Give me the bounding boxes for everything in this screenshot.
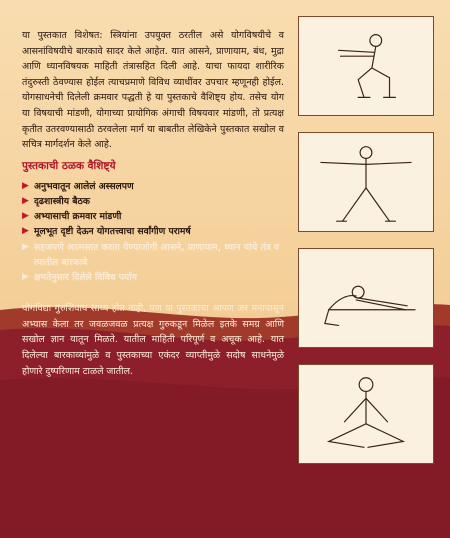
squat-pose-figure bbox=[298, 16, 434, 116]
features-heading: पुस्तकाची ठळक वैशिष्ट्ये bbox=[22, 159, 116, 172]
squat-pose-icon bbox=[299, 17, 433, 115]
feature-item: ▶ अभ्यासाची क्रमवार मांडणी bbox=[22, 209, 284, 224]
star-pose-icon bbox=[299, 133, 433, 231]
seated-pose-icon bbox=[299, 365, 433, 463]
feature-item: ▶ क्षमतेनुसार दिलेले विविध पर्याय bbox=[22, 270, 284, 285]
forward-bend-figure bbox=[298, 248, 434, 348]
forward-bend-icon bbox=[299, 249, 433, 347]
triangle-bullet-icon: ▶ bbox=[22, 211, 29, 222]
triangle-bullet-icon: ▶ bbox=[22, 195, 29, 206]
feature-item: ▶ दृढशास्त्रीय बैठक bbox=[22, 194, 284, 209]
text-column bbox=[22, 16, 284, 534]
intro-paragraph: या पुस्तकात विशेषत: स्त्रियांना उपयुक्त ठरतील असे योगविषयीचे व आसनांविषयीचे बारकावे सादर केले आहेत. यात आसने, प्राणायाम, बंध, मुद्रा आणि ध्यानविषयक माहिती तंत्रासहित दिली आहे. याचा फायदा शारीरिक तंदुरुस्ती ठेवण्यास होईल त्याचप्रमाणे विविध व्याधींवर उपचार म्हणूनही होईल. योगसाधनेची दिलेली क्रमवार पद्धती हे या पुस्तकाचे वैशिष्ट्य होय. तसेच योग या विषयाची मांडणी, योगाच्या प्रायोगिक अंगाची विषयवार मांडणी, तो प्रत्यक्ष कृतीत उतरवण्यासाठी ठरवलेला मार्ग या बाबतीत लेखिकेने पुस्तकात सखोल व सचित्र मार्गदर्शन केले आहे. bbox=[22, 30, 284, 151]
feature-item: ▶ मूलभूत दृष्टी देऊन योगतत्त्वाचा सर्वांगीण परामर्ष bbox=[22, 224, 284, 239]
triangle-bullet-icon: ▶ bbox=[22, 271, 29, 282]
feature-item: ▶ अनुभवातून आलेलं अस्सलपण bbox=[22, 179, 284, 194]
triangle-bullet-icon: ▶ bbox=[22, 241, 29, 252]
features-list bbox=[22, 179, 284, 285]
triangle-bullet-icon: ▶ bbox=[22, 180, 29, 191]
illustration-column bbox=[298, 16, 436, 480]
triangle-bullet-icon: ▶ bbox=[22, 226, 29, 237]
feature-item: ▶ सहजपणे आत्मसात करता येण्याजोगी आसने, प्राणायाम, ध्यान यांचे तंत्र व त्यातील बारकावे bbox=[22, 241, 280, 268]
seated-pose-figure bbox=[298, 364, 434, 464]
star-pose-figure bbox=[298, 132, 434, 232]
outro-paragraph: योगविद्या गुरुशिवाय साध्य होत नाही, पण या पुस्तकाचा आपण जर मनापासून अभ्यास केला तर जवळजवळ प्रत्यक्ष गुरुकडून मिळेल इतके समग्र आणि सखोल ज्ञान यातून मिळते. यातील माहिती परिपूर्ण व अचूक आहे. यात दिलेल्या बारकाव्यांमुळे व पुस्तकाच्या एकंदर व्याप्तीमुळे सदोष साधनेमुळे होणारे दुष्परिणाम टाळले जातील. bbox=[22, 303, 284, 377]
